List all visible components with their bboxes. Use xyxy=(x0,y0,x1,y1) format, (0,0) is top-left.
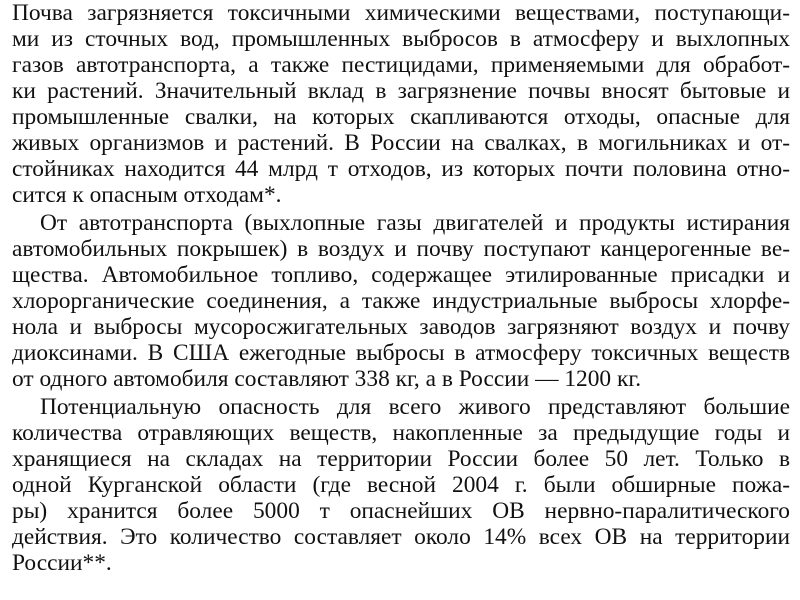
text-line: количества отравляющих веществ, накопленные за предыдущие годы и xyxy=(12,420,790,446)
text-line: ры) хранится более 5000 т опаснейших ОВ нервно-паралитического xyxy=(12,498,790,524)
text-line: щества. Автомобильное топливо, содержащее этилированные присадки и xyxy=(12,262,790,288)
text-line: стойниках находится 44 млрд т отходов, из которых почти половина отно- xyxy=(12,156,790,182)
text-line: ми из сточных вод, промышленных выбросов в атмосферу и выхлопных xyxy=(12,26,790,52)
text-line: диоксинами. В США ежегодные выбросы в атмосферу токсичных веществ xyxy=(12,340,790,366)
text-line: ки растений. Значительный вклад в загрязнение почвы вносят бытовые и xyxy=(12,78,790,104)
text-line: сится к опасным отходам*. xyxy=(12,182,282,208)
text-line: действия. Это количество составляет около 14% всех ОВ на территории xyxy=(12,524,790,550)
text-line: автомобильных покрышек) в воздух и почву поступают канцерогенные ве- xyxy=(12,236,790,262)
text-line: от одного автомобиля составляют 338 кг, а в России — 1200 кг. xyxy=(12,366,642,392)
text-line: России**. xyxy=(12,550,112,576)
text-line: газов автотранспорта, а также пестицидами, применяемыми для обработ- xyxy=(12,52,790,78)
text-line: нола и выбросы мусоросжигательных заводов загрязняют воздух и почву xyxy=(12,314,790,340)
text-line: От автотранспорта (выхлопные газы двигателей и продукты истирания xyxy=(40,210,790,236)
text-line: хлорорганические соединения, а также индустриальные выбросы хлорфе- xyxy=(12,288,790,314)
text-line: хранящиеся на складах на территории России более 50 лет. Только в xyxy=(12,446,790,472)
text-line: Потенциальную опасность для всего живого представляют большие xyxy=(40,394,790,420)
text-line: промышленные свалки, на которых скапливаются отходы, опасные для xyxy=(12,104,790,130)
text-line: Почва загрязняется токсичными химическими веществами, поступающи- xyxy=(12,0,790,26)
text-line: одной Курганской области (где весной 2004 г. были обширные пожа- xyxy=(12,472,790,498)
text-line: живых организмов и растений. В России на свалках, в могильниках и от- xyxy=(12,130,790,156)
